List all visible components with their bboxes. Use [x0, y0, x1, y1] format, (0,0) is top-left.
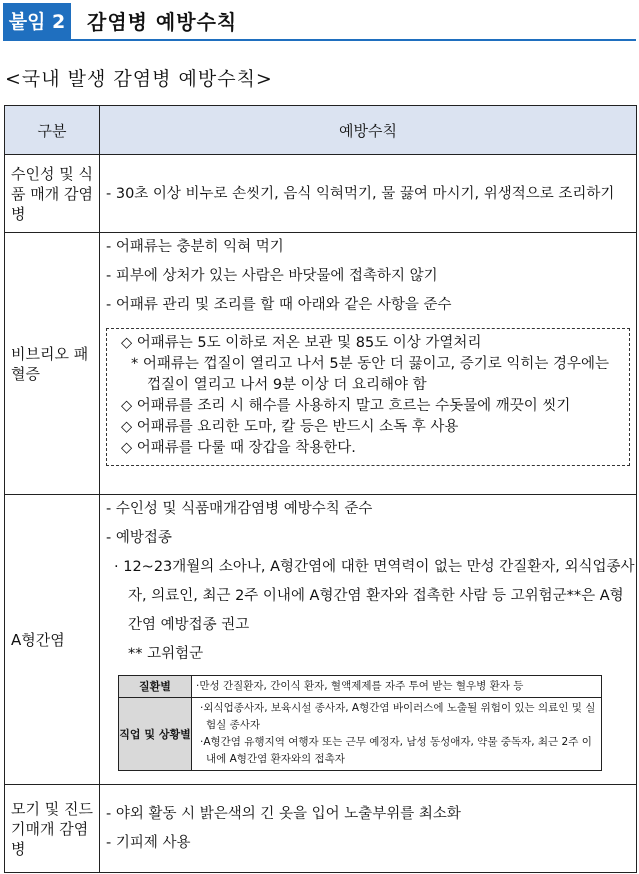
rules-cell: [100, 233, 637, 495]
table-row: [5, 785, 637, 873]
risk-item: ·A형간염 유행지역 여행자 또는 근무 예정자, 남성 동성애자, 약물 중독자, 최근 2주 이내에 A형간염 환자와의 접촉자: [200, 736, 592, 765]
rule-line: - 30초 이상 비누로 손씻기, 음식 익혀먹기, 물 끓여 마시기, 위생적으로 조리하기: [106, 185, 615, 202]
risk-row: [119, 698, 602, 771]
table-row: [5, 495, 637, 785]
rule-line: - 기피제 사용: [106, 834, 191, 851]
rule-line: · 12~23개월의 소아나, A형간염에 대한 면역력이 없는 만성 간질환자, 외식업종사자, 의료인, 최근 2주 이내에 A형간염 환자와 접촉한 사람 등 고위험군**은 A형간염 예방접종 권고: [114, 559, 635, 633]
box-note: * 어패류는 껍질이 열리고 나서 5분 동안 더 끓이고, 증기로 익히는 경우에는 껍질이 열리고 나서 9분 이상 더 요리해야 함: [131, 356, 609, 393]
rule-line: - 어패류 관리 및 조리를 할 때 아래와 같은 사항을 준수: [106, 297, 452, 313]
risk-item: ·외식업종사자, 보육시설 종사자, A형간염 바이러스에 노출될 위험이 있는 의료인 및 실험실 종사자: [200, 702, 596, 731]
column-header-rules: 예방수칙: [100, 106, 637, 155]
category-cell: 모기 및 진드기매개 감염병: [5, 785, 100, 873]
rule-line: - 예방접종: [106, 530, 172, 546]
category-cell: 수인성 및 식품 매개 감염병: [5, 155, 100, 233]
rule-line: - 수인성 및 식품매개감염병 예방수칙 준수: [106, 501, 373, 517]
rule-line: - 야외 활동 시 밝은색의 긴 옷을 입어 노출부위를 최소화: [106, 805, 461, 822]
column-header-category: 구분: [5, 106, 100, 155]
rules-cell: [100, 785, 637, 873]
rule-line: - 어패류는 충분히 익혀 먹기: [106, 239, 284, 255]
seafood-handling-box: [106, 328, 630, 466]
table-row: [5, 233, 637, 495]
document-header: [3, 3, 636, 41]
table-header-row: [5, 106, 637, 155]
risk-row: [119, 676, 602, 698]
risk-value: [192, 698, 602, 771]
header-rule: [71, 39, 636, 41]
risk-label: 질환별: [119, 676, 192, 698]
high-risk-table: [118, 675, 602, 771]
rules-cell: [100, 495, 637, 785]
category-cell: A형간염: [5, 495, 100, 785]
risk-value: ·만성 간질환자, 간이식 환자, 혈액제제를 자주 투여 받는 혈우병 환자 등: [192, 676, 602, 698]
document-title: 감염병 예방수칙: [87, 10, 238, 34]
box-item: ◇ 어패류를 조리 시 해수를 사용하지 말고 흐르는 수돗물에 깨끗이 씻기: [121, 398, 571, 414]
section-subtitle: <국내 발생 감염병 예방수칙>: [5, 68, 273, 90]
box-item: ◇ 어패류를 다룰 때 장갑을 착용한다.: [121, 440, 356, 456]
category-cell: 비브리오 패혈증: [5, 233, 100, 495]
table-row: [5, 155, 637, 233]
prevention-table: [4, 105, 637, 873]
box-item: ◇ 어패류를 요리한 도마, 칼 등은 반드시 소독 후 사용: [121, 419, 459, 435]
appendix-badge: 붙임 2: [3, 3, 71, 41]
rule-line: ** 고위험군: [128, 646, 204, 662]
rule-line: - 피부에 상처가 있는 사람은 바닷물에 접촉하지 않기: [106, 268, 438, 284]
box-item: ◇ 어패류는 5도 이하로 저온 보관 및 85도 이상 가열처리: [121, 335, 482, 351]
rules-cell: [100, 155, 637, 233]
risk-label: 직업 및 상황별: [119, 698, 192, 771]
